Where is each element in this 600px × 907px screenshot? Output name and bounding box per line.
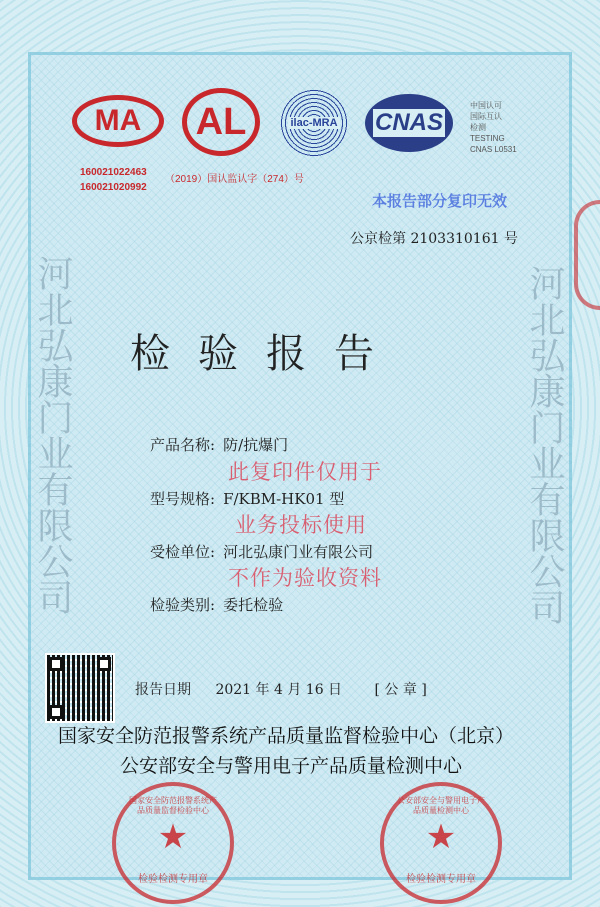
report-number: 公京检第 2103310161 号 bbox=[350, 231, 518, 247]
report-date: 2021 年 4 月 16 日 bbox=[215, 682, 343, 698]
field-label: 产品名称: bbox=[150, 436, 216, 454]
field-label: 检验类别: bbox=[150, 596, 216, 614]
ilac-mra-logo bbox=[280, 88, 348, 158]
field-value: 委托检验 bbox=[223, 596, 284, 614]
ilac-logo-text: ilac-MRA bbox=[290, 117, 338, 129]
copy-restriction-line: 业务投标使用 bbox=[235, 513, 367, 537]
qr-finder bbox=[49, 657, 63, 671]
watermark: 河北弘康门业有限公司 bbox=[524, 265, 565, 625]
report-date-row bbox=[135, 681, 427, 699]
copy-restriction-line: 此复印件仅用于 bbox=[228, 460, 382, 484]
qr-code[interactable] bbox=[45, 653, 115, 723]
stamp-ring-text: 国家安全防范报警系统产品质量监督检验中心 bbox=[129, 796, 217, 815]
cma-number: 160021022463 bbox=[80, 167, 147, 178]
field-value: 防/抗爆门 bbox=[223, 436, 289, 454]
cma-logo-text: MA bbox=[94, 104, 142, 137]
cal-logo-text: AL bbox=[195, 100, 247, 143]
official-stamp-right bbox=[380, 782, 502, 904]
field-label: 受检单位: bbox=[150, 543, 216, 561]
stamp-bottom-text: 检验检测专用章 bbox=[406, 874, 476, 885]
qr-finder bbox=[97, 657, 111, 671]
stamp-ring-text: 公安部安全与警用电子产品质量检测中心 bbox=[397, 796, 485, 815]
report-date-label: 报告日期 bbox=[135, 682, 191, 698]
cnas-caption-line: TESTING bbox=[470, 134, 505, 143]
qr-finder bbox=[49, 705, 63, 719]
cma-number: 160021020992 bbox=[80, 182, 147, 193]
field-model bbox=[150, 490, 344, 508]
cnas-caption bbox=[470, 100, 517, 155]
field-test-type bbox=[150, 596, 283, 614]
star-icon: ★ bbox=[425, 817, 457, 858]
field-value: F/KBM-HK01 型 bbox=[223, 490, 345, 508]
watermark: 河北弘康门业有限公司 bbox=[32, 255, 73, 615]
partial-stamp-edge bbox=[574, 200, 600, 310]
cnas-caption-line: 中国认可 bbox=[470, 101, 502, 110]
star-icon: ★ bbox=[157, 817, 189, 858]
cal-logo bbox=[182, 88, 260, 156]
cal-number: （2019）国认监认字（274）号 bbox=[165, 174, 304, 185]
copy-restriction-line: 不作为验收资料 bbox=[228, 566, 382, 590]
cma-logo bbox=[72, 95, 164, 147]
issuing-org-line-1: 国家安全防范报警系统产品质量监督检验中心（北京） bbox=[58, 725, 515, 747]
field-client bbox=[150, 543, 373, 561]
cnas-logo bbox=[365, 94, 453, 152]
field-label: 型号规格: bbox=[150, 490, 216, 508]
cnas-caption-line: 检测 bbox=[470, 123, 486, 132]
document-title: 检验报告 bbox=[130, 331, 402, 377]
field-value: 河北弘康门业有限公司 bbox=[223, 543, 374, 561]
field-product-name bbox=[150, 436, 288, 454]
cnas-caption-line: 国际互认 bbox=[470, 112, 502, 121]
seal-label: [ 公 章 ] bbox=[374, 682, 427, 698]
issuing-org-line-2: 公安部安全与警用电子产品质量检测中心 bbox=[120, 755, 463, 777]
copy-notice: 本报告部分复印无效 bbox=[372, 192, 508, 210]
cnas-logo-text: CNAS bbox=[374, 109, 443, 136]
stamp-bottom-text: 检验检测专用章 bbox=[138, 874, 208, 885]
cma-numbers bbox=[80, 165, 147, 195]
cnas-caption-line: CNAS L0531 bbox=[470, 145, 517, 154]
official-stamp-left bbox=[112, 782, 234, 904]
